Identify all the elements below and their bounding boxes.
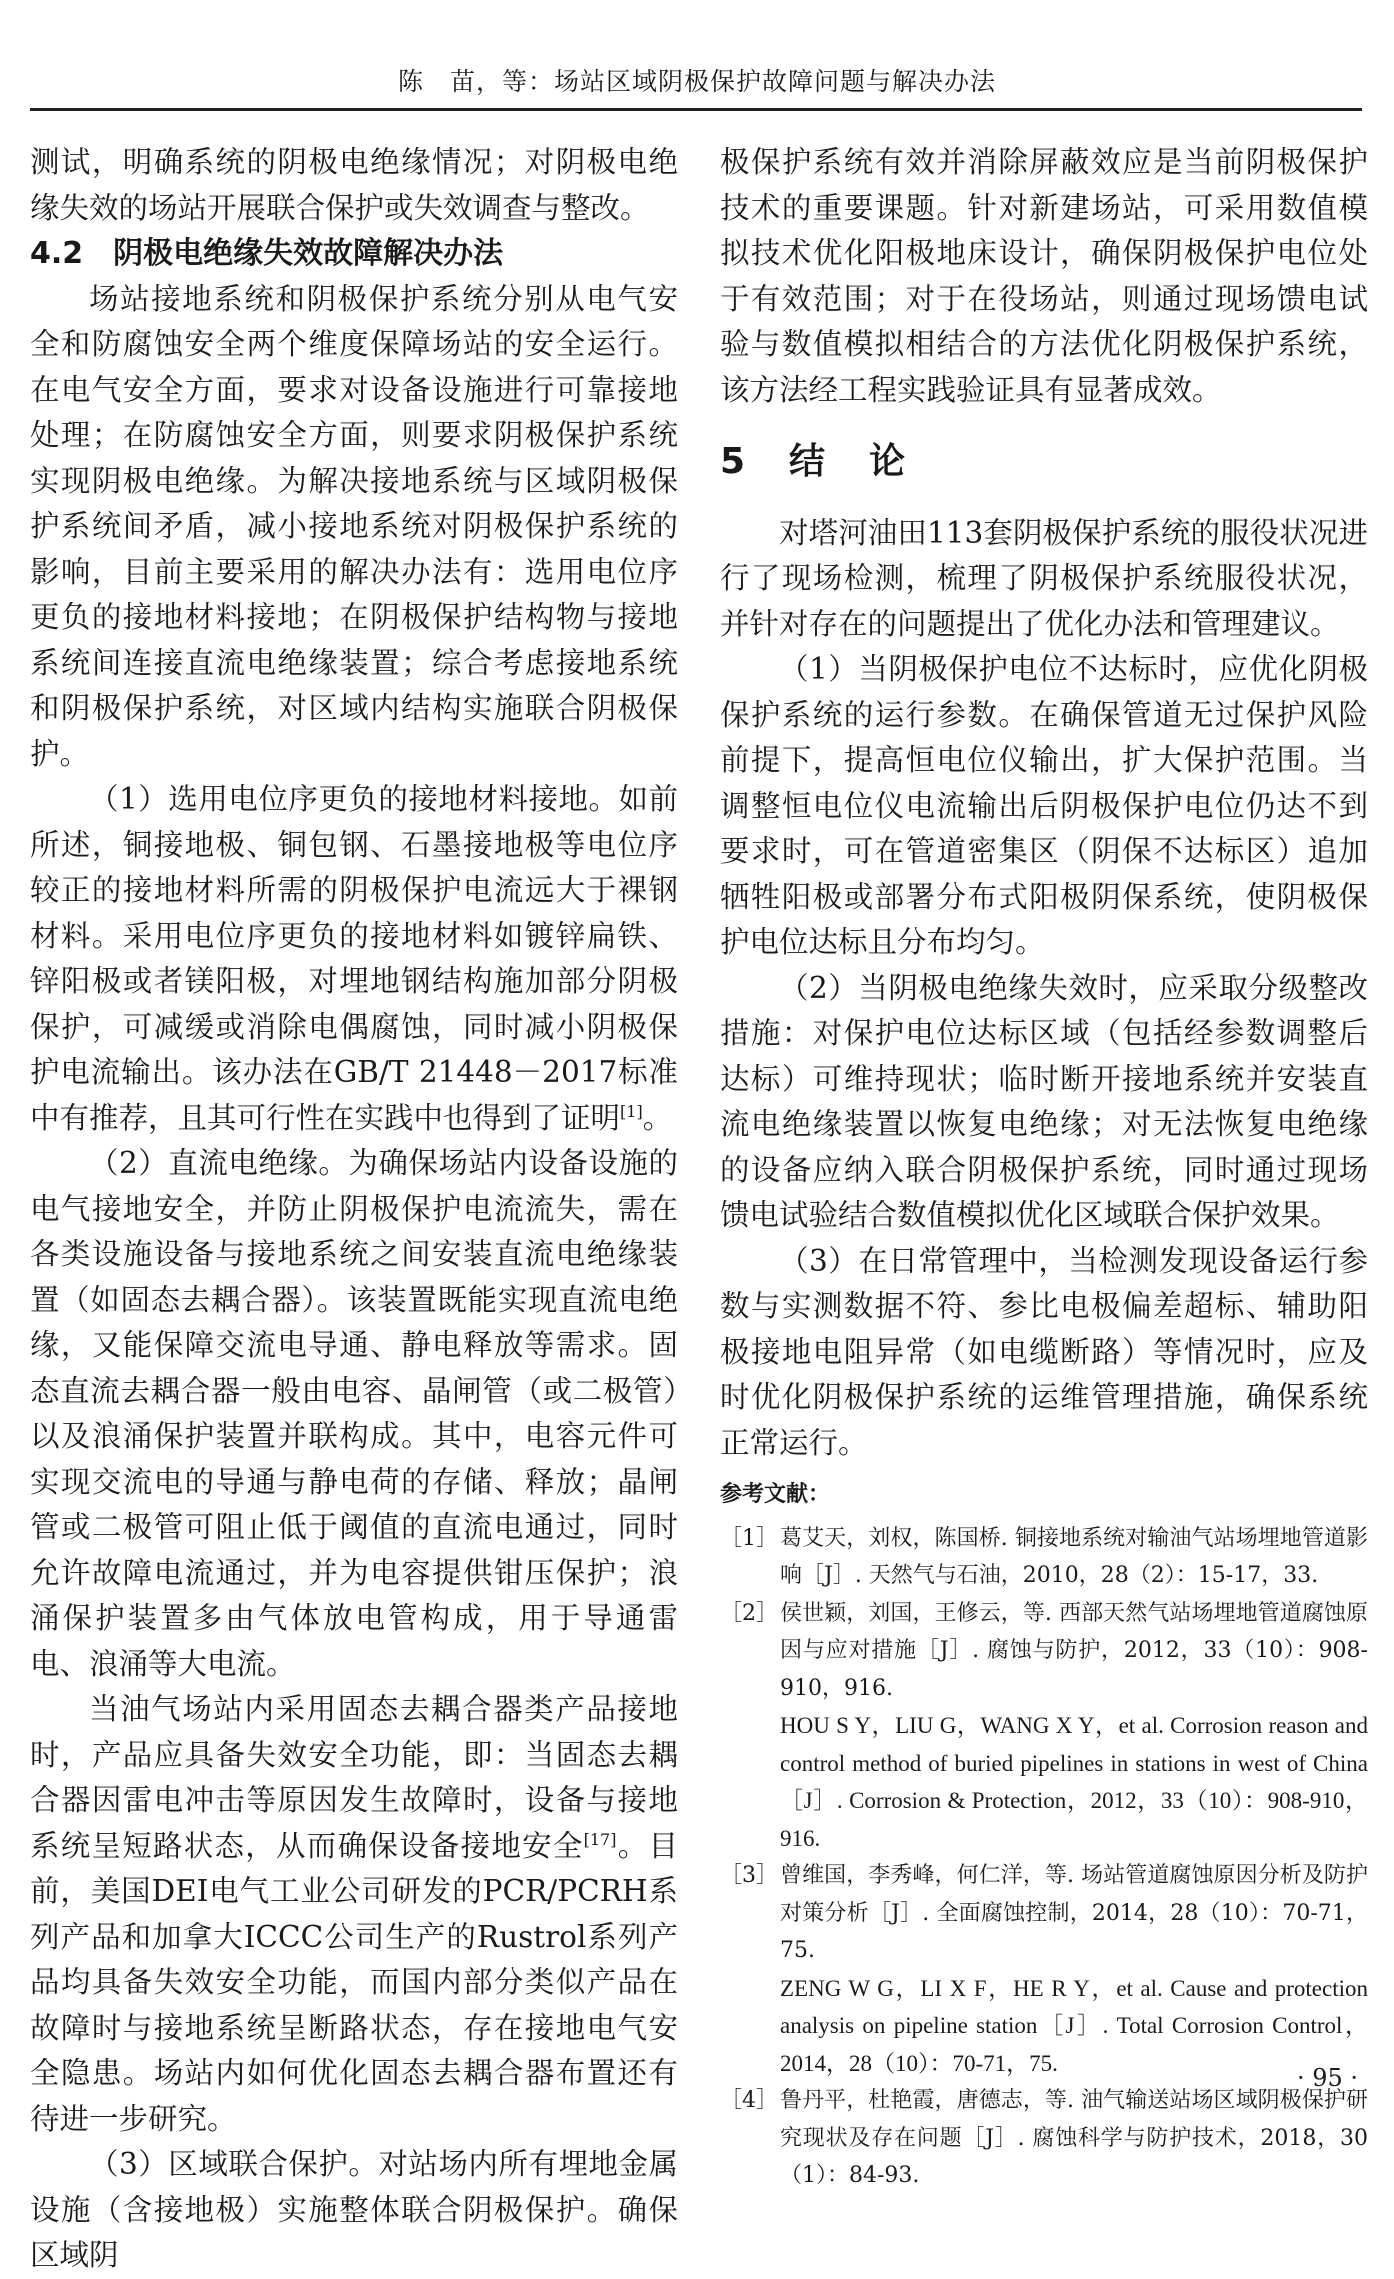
right-column bbox=[720, 140, 1368, 2195]
paragraph: （2）直流电绝缘。为确保场站内设备设施的电气接地安全，并防止阴极保护电流流失，需在各类设施设备与接地系统之间安装直流电绝缘装置（如固态去耦合器）。该装置既能实现直流电绝缘，又能保障交流电导通、静电释放等需求。固态直流去耦合器一般由电容、晶闸管（或二极管）以及浪涌保护装置并联构成。其中，电容元件可实现交流电的导通与静电荷的存储、释放；晶闸管或二极管可阻止低于阈值的直流电通过，同时允许故障电流通过，并为电容提供钳压保护；浪涌保护装置多由气体放电管构成，用于导通雷电、浪涌等大电流。 bbox=[30, 1146, 678, 1681]
page-number: · 95 · bbox=[1296, 2064, 1358, 2092]
header-rule bbox=[30, 108, 1362, 111]
reference-number: ［3］ bbox=[720, 1863, 778, 1888]
paragraph bbox=[30, 777, 678, 1141]
reference-text-zh: 葛艾天，刘权，陈国桥. 铜接地系统对输油气站场埋地管道影响［J］. 天然气与石油，2010，28（2）：15-17，33. bbox=[780, 1525, 1368, 1588]
reference-number: ［1］ bbox=[720, 1525, 778, 1551]
paragraph: （1）当阴极保护电位不达标时，应优化阴极保护系统的运行参数。在确保管道无过保护风险前提下，提高恒电位仪输出，扩大保护范围。当调整恒电位仪电流输出后阴极保护电位仍达不到要求时，可在管道密集区（阴保不达标区）追加牺牲阳极或部署分布式阳极阴保系统，使阴极保护电位达标且分布均匀。 bbox=[720, 652, 1368, 959]
reference-body bbox=[780, 1595, 1368, 1858]
reference-text-zh: 侯世颖，刘国，王修云，等. 西部天然气站场埋地管道腐蚀原因与应对措施［J］. 腐蚀与防护，2012，33（10）：908-910，916. bbox=[780, 1600, 1368, 1701]
reference-body bbox=[780, 1857, 1368, 2082]
reference-item bbox=[720, 2082, 1368, 2195]
paragraph-end: 。 bbox=[642, 1100, 673, 1135]
paragraph: 场站接地系统和阴极保护系统分别从电气安全和防腐蚀安全两个维度保障场站的安全运行。在电气安全方面，要求对设备设施进行可靠接地处理；在防腐蚀安全方面，则要求阴极保护系统实现阴极电绝缘。为解决接地系统与区域阴极保护系统间矛盾，减小接地系统对阴极保护系统的影响，目前主要采用的解决办法有：选用电位序更负的接地材料接地；在阴极保护结构物与接地系统间连接直流电绝缘装置；综合考虑接地系统和阴极保护系统，对区域内结构实施联合阴极保护。 bbox=[30, 281, 678, 771]
citation: [17] bbox=[583, 1829, 617, 1849]
reference-text-en: HOU S Y，LIU G，WANG X Y，et al. Corrosion reason and control method of buried pipelines in stations in west of China［J］. Corrosion & Protection，2012，33（10）：908-910，916. bbox=[780, 1713, 1368, 1851]
reference-text-zh: 鲁丹平，杜艳霞，唐德志，等. 油气输送站场区域阴极保护研究现状及存在问题［J］. 腐蚀科学与防护技术，2018，30（1）：84-93. bbox=[780, 2088, 1368, 2188]
paragraph-continued: 测试，明确系统的阴极电绝缘情况；对阴极电绝缘失效的场站开展联合保护或失效调查与整改。 bbox=[30, 145, 678, 225]
reference-body bbox=[780, 2082, 1368, 2195]
reference-number: ［2］ bbox=[720, 1600, 778, 1626]
reference-body bbox=[780, 1520, 1368, 1595]
references-heading: 参考文献： bbox=[720, 1482, 831, 1507]
paragraph-text: 。目前，美国DEI电气工业公司研发的PCR/PCRH系列产品和加拿大ICCC公司生产的Rustrol系列产品均具备失效安全功能，而国内部分类似产品在故障时与接地系统呈断路状态，存在接地电气安全隐患。场站内如何优化固态去耦合器布置还有待进一步研究。 bbox=[30, 1828, 678, 2136]
paragraph-text: 当油气场站内采用固态去耦合器类产品接地时，产品应具备失效安全功能，即：当固态去耦合器因雷电冲击等原因发生故障时，设备与接地系统呈短路状态，从而确保设备接地安全 bbox=[30, 1692, 678, 1863]
paragraph bbox=[30, 1687, 678, 2142]
reference-item bbox=[720, 1595, 1368, 1858]
paragraph: （2）当阴极电绝缘失效时，应采取分级整改措施：对保护电位达标区域（包括经参数调整后达标）可维持现状；临时断开接地系统并安装直流电绝缘装置以恢复电绝缘；对无法恢复电绝缘的设备应纳入联合阴极保护系统，同时通过现场馈电试验结合数值模拟优化区域联合保护效果。 bbox=[720, 970, 1368, 1232]
reference-item bbox=[720, 1857, 1368, 2082]
paragraph: （3）区域联合保护。对站场内所有埋地金属设施（含接地极）实施整体联合阴极保护。确保区域阴 bbox=[30, 2147, 678, 2272]
left-column bbox=[30, 140, 678, 2279]
paragraph: （3）在日常管理中，当检测发现设备运行参数与实测数据不符、参比电极偏差超标、辅助阳极接地电阻异常（如电缆断路）等情况时，应及时优化阴极保护系统的运维管理措施，确保系统正常运行。 bbox=[720, 1243, 1368, 1460]
section-heading-4-2: 4.2 阴极电绝缘失效故障解决办法 bbox=[30, 236, 504, 271]
paragraph: 对塔河油田113套阴极保护系统的服役状况进行了现场检测，梳理了阴极保护系统服役状况，并针对存在的问题提出了优化办法和管理建议。 bbox=[720, 515, 1368, 641]
running-head: 陈 苗，等：场站区域阴极保护故障问题与解决办法 bbox=[397, 67, 996, 96]
reference-text-en: ZENG W G，LI X F，HE R Y，et al. Cause and protection analysis on pipeline station［J］. Total Corrosion Control，2014，28（10）：70-71，75. bbox=[780, 1975, 1368, 2076]
paragraph-text: （1）选用电位序更负的接地材料接地。如前所述，铜接地极、铜包钢、石墨接地极等电位序较正的接地材料所需的阴极保护电流远大于裸钢材料。采用电位序更负的接地材料如镀锌扁铁、锌阳极或者镁阳极，对埋地钢结构施加部分阴极保护，可减缓或消除电偶腐蚀，同时减小阴极保护电流输出。该办法在GB/T 21448－2017标准中有推荐，且其可行性在实践中也得到了证明 bbox=[30, 782, 678, 1135]
reference-item bbox=[720, 1520, 1368, 1595]
reference-text-zh: 曾维国，李秀峰，何仁洋，等. 场站管道腐蚀原因分析及防护对策分析［J］. 全面腐蚀控制，2014，28（10）：70-71，75. bbox=[780, 1863, 1368, 1963]
paragraph-continued: 极保护系统有效并消除屏蔽效应是当前阴极保护技术的重要课题。针对新建场站，可采用数值模拟技术优化阳极地床设计，确保阴极保护电位处于有效范围；对于在役场站，则通过现场馈电试验与数值模拟相结合的方法优化阴极保护系统，该方法经工程实践验证具有显著成效。 bbox=[720, 145, 1368, 407]
reference-number: ［4］ bbox=[720, 2088, 778, 2113]
citation: [1] bbox=[620, 1101, 643, 1121]
section-heading-5: 5 结 论 bbox=[720, 441, 910, 482]
